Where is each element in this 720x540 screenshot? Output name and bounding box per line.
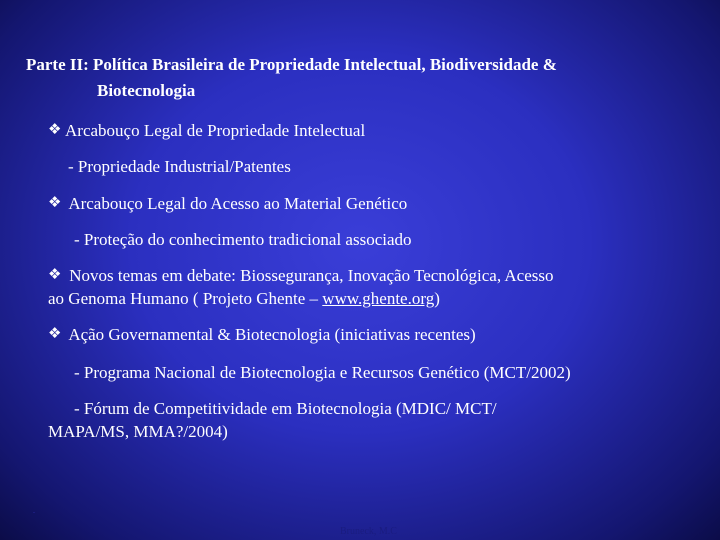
list-item-text-close: ) [434,289,440,308]
list-item-text: - Proteção do conhecimento tradicional associado [74,230,412,249]
list-item-text: - Programa Nacional de Biotecnologia e Recursos Genético (MCT/2002) [74,363,571,382]
footer-credit: Bruneck, M.C [340,526,397,537]
list-item-text: Arcabouço Legal de Propriedade Intelectual [65,121,366,140]
list-item-competitiveness-forum [48,397,688,443]
slide-title-line-1: Parte II: Política Brasileira de Propriedade Intelectual, Biodiversidade & [26,55,557,74]
list-item-government-action [48,323,688,346]
diamond-bullet-icon [48,327,62,341]
slide-title-line-2: Biotecnologia [97,81,196,100]
list-item-ip-framework [48,119,688,142]
list-item-new-topics [48,264,688,310]
list-item-text: - Propriedade Industrial/Patentes [68,157,291,176]
list-item-text-continued: MAPA/MS, MMA?/2004) [48,422,228,441]
decorative-dot: . [33,506,35,515]
slide-title [26,52,706,104]
diamond-bullet-icon [48,268,62,282]
list-item-traditional-knowledge [48,228,714,251]
diamond-bullet-icon [48,123,62,137]
list-item-national-program [48,361,714,384]
list-item-genetic-access [48,192,688,215]
list-item-text: - Fórum de Competitividade em Biotecnologia (MDIC/ MCT/ [74,399,497,418]
list-item-industrial-property [48,155,708,178]
list-item-text: Arcabouço Legal do Acesso ao Material Genético [68,194,408,213]
list-item-text: Ação Governamental & Biotecnologia (iniciativas recentes) [68,325,476,344]
diamond-bullet-icon [48,196,62,210]
list-item-text: Novos temas em debate: Biossegurança, Inovação Tecnológica, Acesso [69,266,554,285]
list-item-text-continued: ao Genoma Humano ( Projeto Ghente – [48,289,323,308]
ghente-link[interactable]: www.ghente.org [322,289,435,308]
